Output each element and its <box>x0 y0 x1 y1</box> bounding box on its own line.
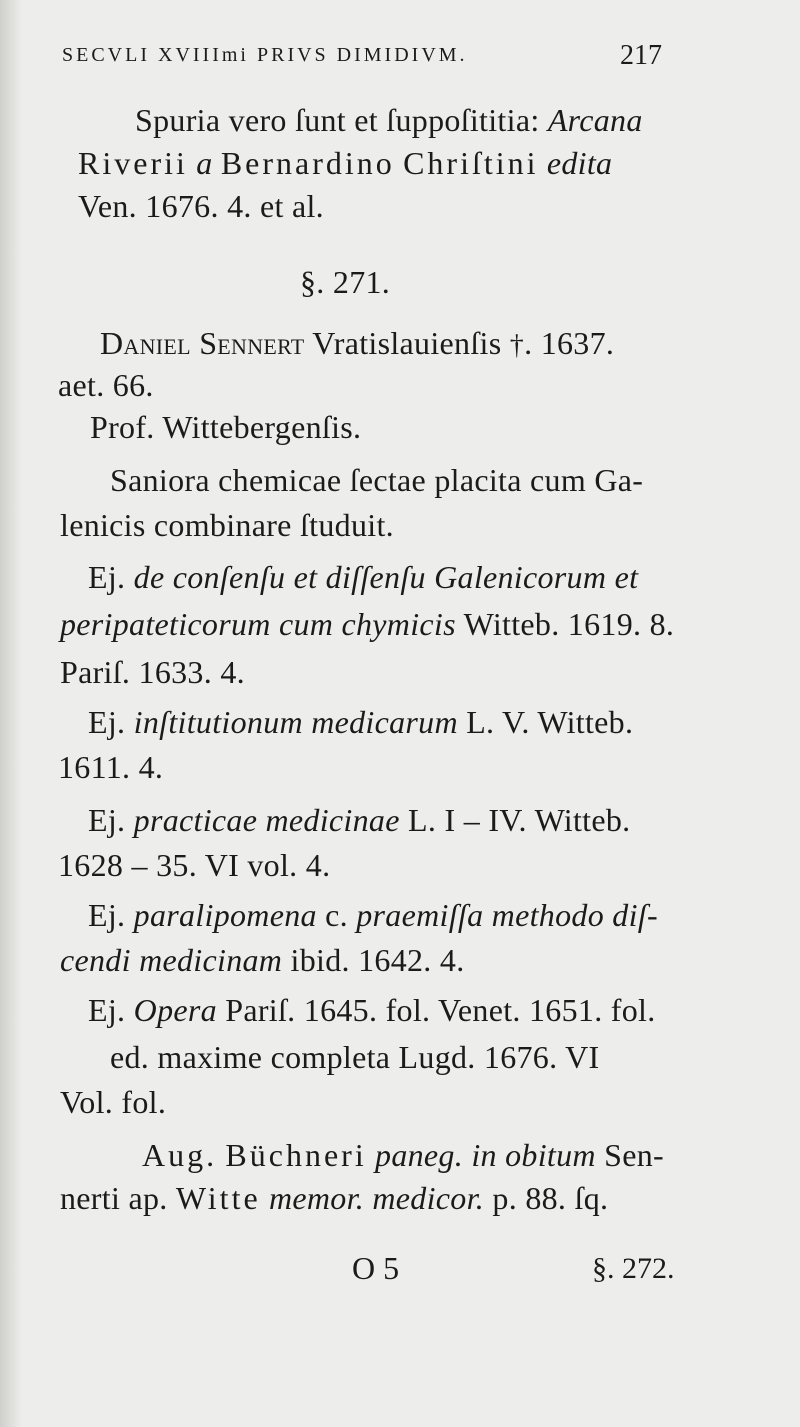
person-name: Büchneri <box>225 1137 367 1173</box>
italic-title: cendi medicinam <box>60 942 283 978</box>
text-line <box>88 702 633 742</box>
text-line: Vol. fol. <box>60 1084 167 1120</box>
text-line: Saniora chemicae ſectae placita cum Ga- <box>110 462 644 498</box>
italic-title: Arcana <box>547 102 643 138</box>
author-name: Daniel Sennert <box>100 325 305 361</box>
text-line <box>60 940 465 980</box>
text-line: ed. maxime completa Lugd. 1676. VI <box>110 1039 600 1075</box>
text-line: aet. 66. <box>58 367 154 403</box>
text-line: Pariſ. 1633. 4. <box>60 654 245 690</box>
text-span: Ej. <box>88 802 126 838</box>
text-line <box>60 1178 608 1218</box>
text-span: Vratislauienſis <box>312 325 502 361</box>
person-name: Riverii <box>78 145 188 181</box>
person-name: Bernardino <box>220 145 395 181</box>
signature-mark: O 5 <box>352 1250 400 1286</box>
text-span: ibid. 1642. 4. <box>290 942 465 978</box>
text-span: Sen- <box>604 1137 664 1173</box>
text-line: Ven. 1676. 4. et al. <box>78 188 324 224</box>
text-span: Spuria vero ſunt et ſuppoſititia: <box>135 102 540 138</box>
italic-title: memor. medicor. <box>268 1180 485 1216</box>
text-span: Ej. <box>88 897 126 933</box>
text-span: a <box>196 145 213 181</box>
text-line: lenicis combinare ſtuduit. <box>60 507 394 543</box>
text-span: L. I – IV. Witteb. <box>408 802 631 838</box>
running-title: SECVLI XVIIImi PRIVS DIMIDIVM. <box>62 44 468 66</box>
italic-title: Opera <box>133 992 217 1028</box>
text-line: 1628 – 35. VI vol. 4. <box>58 847 331 883</box>
dagger-symbol: † <box>509 330 525 361</box>
text-span: c. <box>325 897 348 933</box>
text-span: L. V. Witteb. <box>466 704 634 740</box>
person-name: Witte <box>175 1180 261 1216</box>
italic-title: practicae medicinae <box>133 802 400 838</box>
section-heading: §. 271. <box>300 264 391 300</box>
text-line: 1611. 4. <box>58 749 164 785</box>
text-span: Ej. <box>88 559 126 595</box>
italic-title: de conſenſu et diſſenſu Galenicorum et <box>133 559 639 595</box>
text-line <box>88 895 658 935</box>
text-span: edita <box>546 145 613 181</box>
person-name: Chriſtini <box>403 145 539 181</box>
text-line <box>88 800 630 840</box>
italic-title: peripateticorum cum chymicis <box>60 606 456 642</box>
text-line <box>88 990 656 1030</box>
text-span: Ej. <box>88 992 126 1028</box>
text-line <box>60 604 674 644</box>
italic-title: inſtitutionum medicarum <box>133 704 458 740</box>
page-number: 217 <box>620 40 662 71</box>
text-span: Aug. <box>142 1137 218 1173</box>
italic-title: paralipomena <box>133 897 317 933</box>
italic-title: praemiſſa methodo diſ- <box>356 897 658 933</box>
text-line <box>100 323 614 366</box>
italic-title: paneg. in obitum <box>375 1137 596 1173</box>
text-span: Ej. <box>88 704 126 740</box>
catchword: §. 272. <box>592 1252 675 1285</box>
text-line: Prof. Wittebergenſis. <box>90 409 362 445</box>
text-span: Pariſ. 1645. fol. Venet. 1651. fol. <box>225 992 656 1028</box>
text-line <box>142 1135 664 1175</box>
text-span: Witteb. 1619. 8. <box>463 606 675 642</box>
text-span: p. 88. ſq. <box>492 1180 609 1216</box>
text-line <box>78 143 612 183</box>
text-line <box>88 557 638 597</box>
text-line <box>135 100 643 140</box>
text-span: . 1637. <box>524 325 615 361</box>
text-span: nerti ap. <box>60 1180 168 1216</box>
